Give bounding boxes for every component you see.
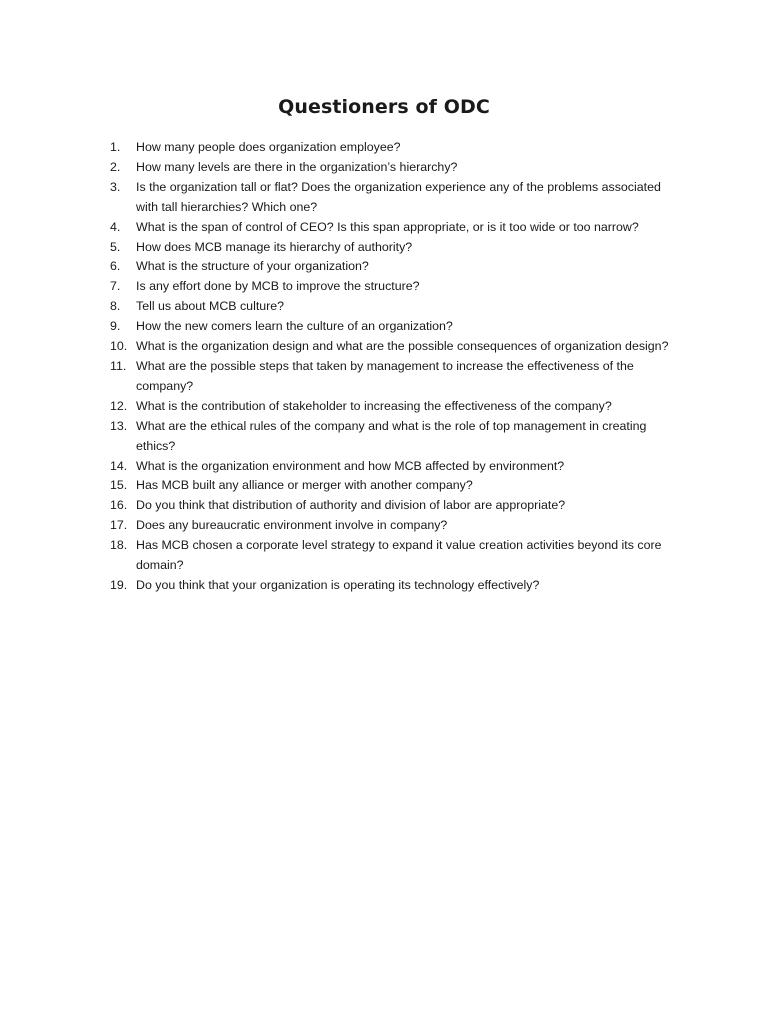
question-list — [110, 138, 685, 596]
list-item — [110, 536, 685, 576]
list-item — [110, 397, 685, 417]
item-text: What is the span of control of CEO? Is this span appropriate, or is it too wide or too narrow? — [136, 219, 639, 234]
list-item — [110, 238, 685, 258]
list-item — [110, 178, 685, 218]
item-number: 11. — [110, 358, 127, 373]
item-number: 3. — [110, 179, 121, 194]
item-number: 17. — [110, 518, 128, 533]
item-text: What is the organization environment and how MCB affected by environment? — [136, 458, 565, 473]
list-item — [110, 158, 685, 178]
list-item — [110, 357, 685, 397]
list-item — [110, 277, 685, 297]
list-item — [110, 576, 685, 596]
item-text: How many people does organization employee? — [136, 140, 401, 154]
item-text: How does MCB manage its hierarchy of authority? — [136, 239, 413, 254]
item-text: Has MCB chosen a corporate level strategy to expand it value creation activities beyond its core domain? — [136, 538, 662, 573]
item-text: Has MCB built any alliance or merger with another company? — [136, 478, 473, 493]
document-title: Questioners of ODC — [278, 96, 490, 118]
list-item — [110, 257, 685, 277]
list-item — [110, 476, 685, 496]
item-text: Tell us about MCB culture? — [136, 299, 285, 314]
item-text: Do you think that your organization is operating its technology effectively? — [136, 577, 540, 592]
item-text: Do you think that distribution of authority and division of labor are appropriate? — [136, 498, 566, 513]
item-number: 9. — [110, 319, 121, 334]
item-number: 19. — [110, 577, 128, 592]
item-number: 16. — [110, 498, 128, 513]
item-number: 1. — [110, 140, 121, 154]
item-number: 12. — [110, 398, 128, 413]
item-text: What are the possible steps that taken by management to increase the effectiveness of the company? — [136, 358, 634, 393]
list-item — [110, 218, 685, 238]
item-text: How many levels are there in the organization’s hierarchy? — [136, 159, 458, 174]
item-number: 15. — [110, 478, 128, 493]
list-item — [110, 417, 685, 457]
item-number: 10. — [110, 339, 128, 354]
item-number: 13. — [110, 418, 128, 433]
item-number: 7. — [110, 279, 121, 294]
item-text: What are the ethical rules of the company and what is the role of top management in creating ethics? — [136, 418, 647, 453]
list-item — [110, 496, 685, 516]
item-text: How the new comers learn the culture of an organization? — [136, 319, 453, 334]
item-text: Does any bureaucratic environment involve in company? — [136, 518, 448, 533]
item-text: What is the structure of your organization? — [136, 259, 369, 274]
list-item — [110, 516, 685, 536]
item-number: 2. — [110, 159, 121, 174]
item-number: 5. — [110, 239, 121, 254]
item-number: 14. — [110, 458, 128, 473]
item-number: 4. — [110, 219, 121, 234]
list-item — [110, 138, 685, 158]
item-number: 8. — [110, 299, 121, 314]
item-text: What is the organization design and what are the possible consequences of organization design? — [136, 339, 669, 354]
item-number: 6. — [110, 259, 121, 274]
item-number: 18. — [110, 538, 128, 553]
item-text: What is the contribution of stakeholder to increasing the effectiveness of the company? — [136, 398, 612, 413]
list-item — [110, 297, 685, 317]
list-item — [110, 337, 685, 357]
list-item — [110, 457, 685, 477]
item-text: Is any effort done by MCB to improve the structure? — [136, 279, 420, 294]
item-text: Is the organization tall or flat? Does the organization experience any of the problems associated with tall hierarchies? Which one? — [136, 179, 661, 214]
list-item — [110, 317, 685, 337]
